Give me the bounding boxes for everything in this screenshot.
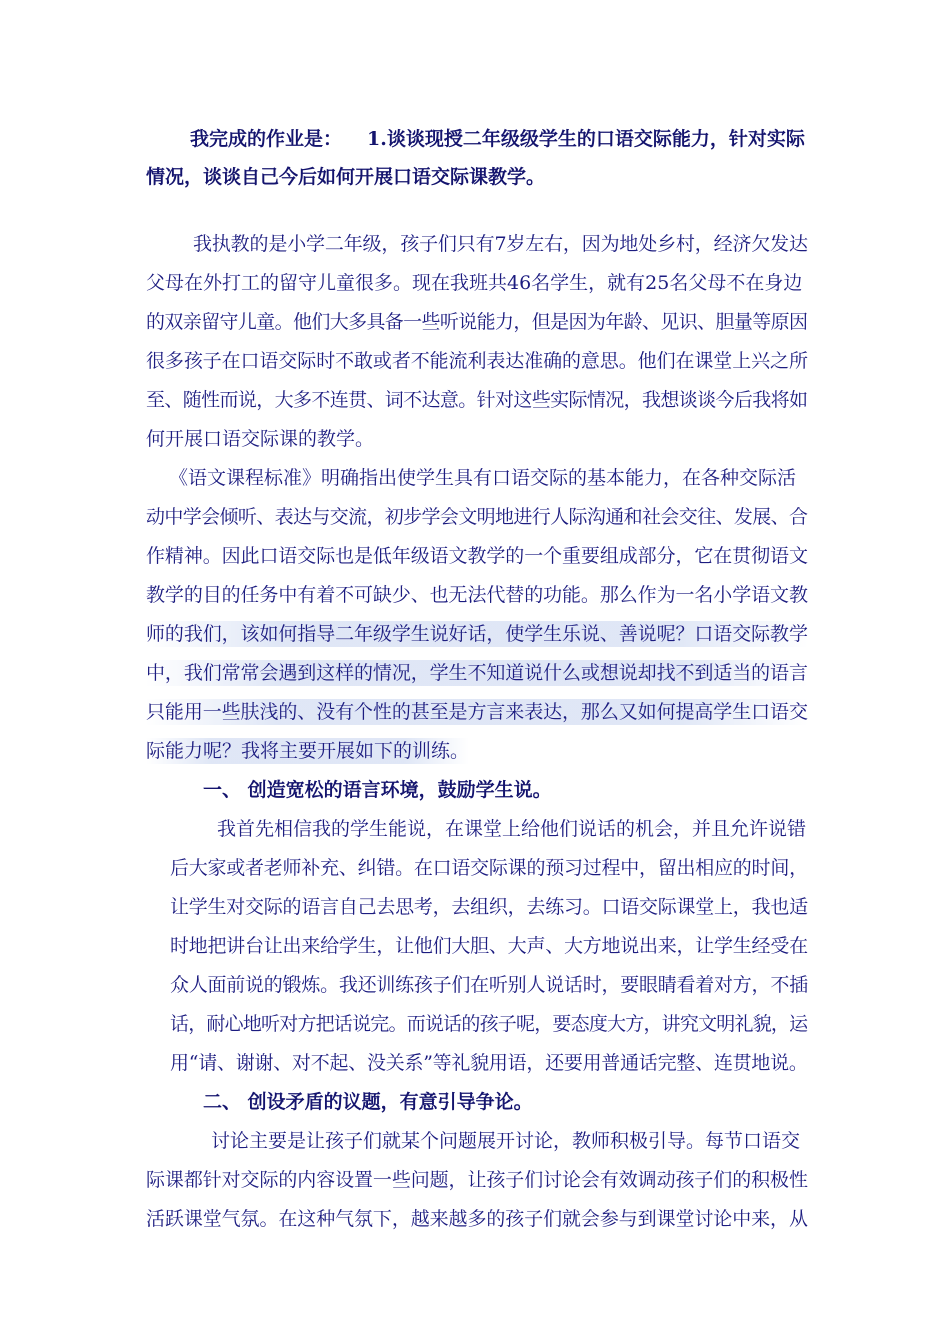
para2-line-4: 教学的目的任务中有着不可缺少、也无法代替的功能。那么作为一名小学语文教	[146, 584, 808, 606]
section-heading-2: 二、 创设矛盾的议题，有意引导争论。	[203, 1091, 533, 1113]
para3-line-1: 我首先相信我的学生能说，在课堂上给他们说话的机会，并且允许说错	[217, 818, 807, 840]
para3-line-5: 众人面前说的锻炼。我还训练孩子们在听别人说话时，要眼睛看着对方，不插	[170, 974, 808, 996]
para1-line-6: 何开展口语交际课的教学。	[146, 428, 375, 450]
para3-line-3: 让学生对交际的语言自己去思考，去组织，去练习。口语交际课堂上，我也适	[170, 896, 808, 918]
para2-line-5: 师的我们，该如何指导二年级学生说好话，使学生乐说、善说呢？口语交际教学	[146, 623, 808, 645]
para1-line-3: 的双亲留守儿童。他们大多具备一些听说能力，但是因为年龄、见识、胆量等原因	[146, 311, 808, 333]
para1-line-4: 很多孩子在口语交际时不敢或者不能流利表达准确的意思。他们在课堂上兴之所	[146, 350, 808, 372]
task-prefix: 我完成的作业是：	[190, 128, 343, 150]
para1-line-5: 至、随性而说，大多不连贯、词不达意。针对这些实际情况，我想谈谈今后我将如	[146, 389, 808, 411]
para2-line-8: 际能力呢？我将主要开展如下的训练。	[146, 740, 470, 762]
task-title-line-2: 情况，谈谈自己今后如何开展口语交际课教学。	[146, 166, 546, 188]
para3-line-6: 话，耐心地听对方把话说完。而说话的孩子呢，要态度大方，讲究文明礼貌，运	[170, 1013, 808, 1035]
task-title-line-1: 1.谈谈现授二年级级学生的口语交际能力，针对实际	[367, 128, 805, 150]
para1-line-2: 父母在外打工的留守儿童很多。现在我班共46名学生，就有25名父母不在身边	[146, 272, 803, 294]
para3-line-7: 用“请、谢谢、对不起、没关系”等礼貌用语，还要用普通话完整、连贯地说。	[170, 1052, 808, 1074]
para3-line-2: 后大家或者老师补充、纠错。在口语交际课的预习过程中，留出相应的时间，	[170, 857, 808, 879]
para2-line-2: 动中学会倾听、表达与交流，初步学会文明地进行人际沟通和社会交往、发展、合	[146, 506, 808, 528]
para3-line-4: 时地把讲台让出来给学生，让他们大胆、大声、大方地说出来，让学生经受在	[170, 935, 808, 957]
para1-line-1: 我执教的是小学二年级，孩子们只有7岁左右，因为地处乡村，经济欠发达	[193, 233, 808, 255]
para2-line-7: 只能用一些肤浅的、没有个性的甚至是方言来表达，那么又如何提高学生口语交	[146, 701, 808, 723]
section-heading-1: 一、 创造宽松的语言环境，鼓励学生说。	[203, 779, 552, 801]
para2-line-1: 《语文课程标准》明确指出使学生具有口语交际的基本能力，在各种交际活	[169, 467, 797, 489]
para4-line-3: 活跃课堂气氛。在这种气氛下，越来越多的孩子们就会参与到课堂讨论中来，从	[146, 1208, 808, 1230]
para2-line-6: 中，我们常常会遇到这样的情况，学生不知道说什么或想说却找不到适当的语言	[146, 662, 808, 684]
para4-line-2: 际课都针对交际的内容设置一些问题，让孩子们讨论会有效调动孩子们的积极性	[146, 1169, 808, 1191]
para2-line-3: 作精神。因此口语交际也是低年级语文教学的一个重要组成部分，它在贯彻语文	[146, 545, 808, 567]
para4-line-1: 讨论主要是让孩子们就某个问题展开讨论，教师积极引导。每节口语交	[211, 1130, 801, 1152]
